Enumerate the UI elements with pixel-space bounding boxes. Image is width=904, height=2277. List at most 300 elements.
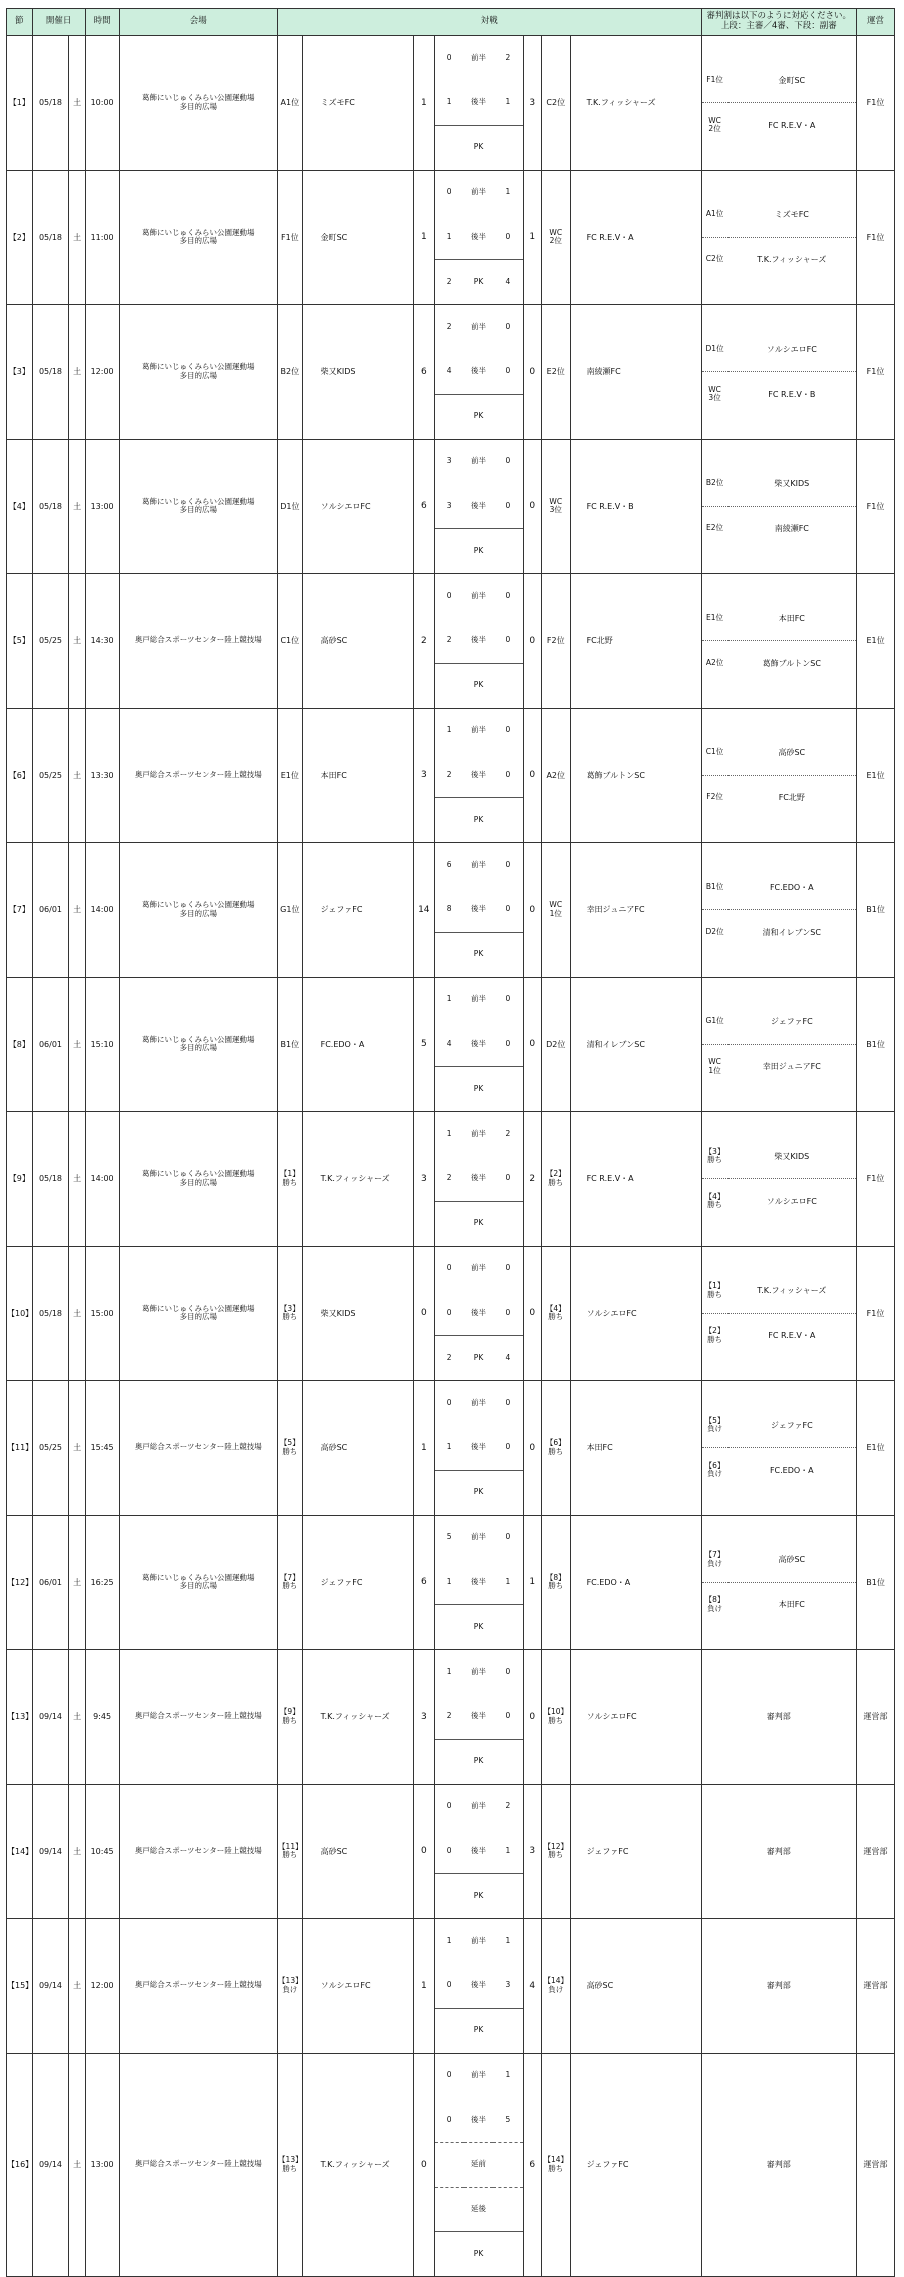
first-half-label: 前半 (471, 1128, 487, 1138)
extra-second-label: 延後 (471, 2203, 487, 2213)
home-team: ジェファFC (302, 1515, 413, 1650)
venue-line: 葛飾にいじゅくみらい公園運動場 (142, 900, 255, 910)
home-seed (278, 170, 303, 305)
pk-label: PK (464, 663, 493, 708)
referee-cell (701, 843, 856, 978)
operation-team: F1位 (857, 1246, 895, 1381)
venue (119, 2053, 278, 2277)
operation-team: 運営部 (857, 1919, 895, 2054)
pk-label: PK (464, 1874, 493, 1919)
table-row (7, 1246, 895, 1381)
home-pk (435, 125, 464, 170)
home-seed (278, 574, 303, 709)
score-breakdown (435, 1785, 523, 1919)
second-half-label: 後半 (471, 1845, 487, 1855)
referee-assistant-position (702, 506, 728, 551)
referee-main-position-line: G1位 (705, 1016, 724, 1026)
home-first-half: 1 (446, 725, 452, 735)
referee-main-position (702, 865, 728, 910)
home-pk: 2 (435, 1336, 464, 1381)
operation-team: E1位 (857, 574, 895, 709)
score-breakdown (435, 2054, 523, 2277)
score-detail-cell (434, 1784, 523, 1919)
away-seed-line: 【12】 (543, 1841, 569, 1851)
second-half-label: 後半 (471, 1980, 487, 1990)
away-second-half: 0 (505, 1711, 511, 1721)
home-seed (278, 36, 303, 171)
second-half-label: 後半 (471, 1038, 487, 1048)
referee-department: 審判部 (701, 1784, 856, 1919)
away-pk (493, 2008, 522, 2053)
away-pk (493, 2232, 522, 2277)
pk-label: PK (464, 932, 493, 977)
home-team: T.K.フィッシャーズ (302, 2053, 413, 2277)
away-pk (493, 1605, 522, 1650)
match-number: 【11】 (7, 1381, 33, 1516)
home-team: 高砂SC (302, 1784, 413, 1919)
table-row (7, 843, 895, 978)
score-detail-cell (434, 439, 523, 574)
referee-assistant-position-line: A2位 (705, 657, 724, 667)
referee-assistant-position (702, 1582, 728, 1627)
match-date: 06/01 (32, 1515, 69, 1650)
away-seed-line: 勝ち (548, 1715, 564, 1725)
kickoff-time: 11:00 (85, 170, 119, 305)
referee-assistant-team: 葛飾ブルトンSC (762, 658, 821, 668)
home-seed-line: B2位 (280, 367, 300, 377)
match-weekday: 土 (69, 36, 85, 171)
home-seed (278, 2053, 303, 2277)
home-seed-line: D1位 (280, 501, 300, 511)
referee-main-position-line: 【5】 (704, 1415, 725, 1425)
away-seed-line: C2位 (546, 98, 566, 108)
score-detail-cell (434, 36, 523, 171)
referee-main-team: 柴又KIDS (728, 1134, 856, 1179)
away-pk (493, 394, 522, 439)
referee-main-position (702, 596, 728, 641)
score-detail-cell (434, 2053, 523, 2277)
table-header (7, 9, 895, 36)
home-second-half: 4 (446, 366, 452, 376)
extra-first-label: 延前 (464, 2143, 493, 2188)
referee-main-position-line: 負け (707, 1424, 723, 1434)
away-seed (541, 439, 570, 574)
away-seed-line: 【4】 (545, 1303, 566, 1313)
match-weekday: 土 (69, 1784, 85, 1919)
referee-assistant-position-line: 負け (707, 1603, 723, 1613)
away-seed-line: 【6】 (545, 1438, 566, 1448)
away-second-half: 0 (505, 500, 511, 510)
home-seed (278, 977, 303, 1112)
venue (119, 439, 278, 574)
venue-line: 多目的広場 (179, 505, 218, 515)
away-pk (493, 932, 522, 977)
operation-team: 運営部 (857, 1650, 895, 1785)
home-first-half: 0 (446, 1801, 452, 1811)
home-pk (435, 394, 464, 439)
home-second-half: 0 (446, 1980, 452, 1990)
referee-assistant-position (702, 1448, 728, 1493)
score-breakdown (435, 1381, 523, 1515)
match-date: 05/25 (32, 574, 69, 709)
first-half-label: 前半 (471, 1801, 487, 1811)
home-team: ソルシエロFC (302, 1919, 413, 2054)
kickoff-time: 14:00 (85, 1112, 119, 1247)
referee-assignment (702, 1269, 856, 1358)
away-first-half: 2 (505, 1801, 511, 1811)
first-half-label: 前半 (471, 52, 487, 62)
venue (119, 574, 278, 709)
second-half-label: 後半 (471, 1711, 487, 1721)
home-seed-line: 【3】 (279, 1303, 300, 1313)
score-detail-cell (434, 1381, 523, 1516)
operation-team: 運営部 (857, 2053, 895, 2277)
home-first-half: 3 (446, 456, 452, 466)
home-second-half: 0 (435, 2098, 464, 2143)
match-date: 05/25 (32, 708, 69, 843)
home-pk (435, 1605, 464, 1650)
venue (119, 708, 278, 843)
referee-cell (701, 1112, 856, 1247)
referee-department: 審判部 (701, 1650, 856, 1785)
venue (119, 977, 278, 1112)
away-seed (541, 170, 570, 305)
referee-main-position (702, 193, 728, 238)
away-seed-line: 勝ち (548, 1177, 564, 1187)
table-row (7, 1784, 895, 1919)
away-first-half: 0 (505, 456, 511, 466)
away-total-score: 0 (523, 843, 541, 978)
referee-main-position-line: 【7】 (704, 1550, 725, 1560)
first-half-label: 前半 (471, 994, 487, 1004)
referee-main-team: T.K.フィッシャーズ (728, 1269, 856, 1314)
home-total-score: 14 (414, 843, 434, 978)
header-venue: 会場 (119, 9, 278, 36)
first-half-label: 前半 (471, 321, 487, 331)
second-half-label: 後半 (471, 231, 487, 241)
away-team: FC R.E.V・A (570, 1112, 701, 1247)
referee-main-position-line: B1位 (705, 881, 724, 891)
referee-main-team: 金町SC (728, 58, 856, 103)
away-total-score: 0 (523, 439, 541, 574)
second-half-label: 後半 (471, 500, 487, 510)
referee-department: 審判部 (701, 1919, 856, 2054)
venue-line: 葛飾にいじゅくみらい公園運動場 (142, 227, 255, 237)
away-seed-line: E2位 (546, 367, 565, 377)
away-seed-line: WC (549, 227, 563, 237)
home-first-half: 1 (446, 1128, 452, 1138)
venue (119, 1784, 278, 1919)
referee-main-position-line: 勝ち (707, 1289, 723, 1299)
home-second-half: 1 (446, 1576, 452, 1586)
referee-assistant-position-line: D2位 (705, 926, 724, 936)
away-seed-line: 勝ち (548, 1581, 564, 1591)
referee-assistant-team: FC北野 (778, 793, 805, 803)
referee-assistant-position-line: 3位 (708, 393, 721, 403)
match-weekday: 土 (69, 2053, 85, 2277)
venue-line: 奥戸総合スポーツセンター陸上競技場 (134, 1980, 262, 1990)
away-pk (493, 125, 522, 170)
venue (119, 305, 278, 440)
away-seed (541, 1650, 570, 1785)
away-total-score: 0 (523, 1381, 541, 1516)
venue (119, 170, 278, 305)
operation-team: F1位 (857, 170, 895, 305)
referee-main-position-line: 勝ち (707, 1155, 723, 1165)
home-total-score: 5 (414, 977, 434, 1112)
away-second-half: 3 (505, 1980, 511, 1990)
home-seed (278, 1784, 303, 1919)
away-first-half: 2 (505, 52, 511, 62)
referee-cell (701, 439, 856, 574)
home-seed-line: E1位 (280, 770, 299, 780)
away-team: 本田FC (570, 1381, 701, 1516)
match-date: 05/25 (32, 1381, 69, 1516)
away-pk (493, 1470, 522, 1515)
kickoff-time: 15:00 (85, 1246, 119, 1381)
score-detail-cell (434, 843, 523, 978)
referee-assignment (702, 462, 856, 551)
referee-main-position (702, 58, 728, 103)
home-first-half: 2 (446, 321, 452, 331)
home-second-half: 0 (446, 1307, 452, 1317)
venue (119, 1919, 278, 2054)
referee-assistant-position (702, 372, 728, 417)
first-half-label: 前半 (471, 1935, 487, 1945)
away-total-score: 6 (523, 2053, 541, 2277)
match-weekday: 土 (69, 1515, 85, 1650)
referee-main-position (702, 731, 728, 776)
away-first-half: 1 (505, 1935, 511, 1945)
score-breakdown (435, 978, 523, 1112)
away-total-score: 4 (523, 1919, 541, 2054)
home-pk (435, 1874, 464, 1919)
match-date: 05/18 (32, 1112, 69, 1247)
away-first-half: 0 (505, 859, 511, 869)
away-first-half: 0 (505, 725, 511, 735)
away-first-half: 2 (505, 1128, 511, 1138)
home-seed-line: 勝ち (282, 1581, 298, 1591)
away-pk (493, 1739, 522, 1784)
home-pk: 2 (435, 260, 464, 305)
pk-label: PK (464, 1067, 493, 1112)
match-number: 【3】 (7, 305, 33, 440)
referee-assignment (702, 865, 856, 954)
home-seed-line: 【13】 (278, 1976, 303, 1986)
home-seed-line: G1位 (280, 905, 300, 915)
away-seed (541, 1784, 570, 1919)
away-seed-line: 勝ち (548, 1446, 564, 1456)
home-seed (278, 439, 303, 574)
score-detail-cell (434, 305, 523, 440)
away-total-score: 0 (523, 305, 541, 440)
kickoff-time: 16:25 (85, 1515, 119, 1650)
table-row (7, 439, 895, 574)
home-seed-line: 勝ち (282, 1715, 298, 1725)
match-date: 06/01 (32, 843, 69, 978)
home-second-half: 0 (446, 1845, 452, 1855)
home-pk (435, 2232, 464, 2277)
home-total-score: 1 (414, 170, 434, 305)
away-team: FC.EDO・A (570, 1515, 701, 1650)
score-detail-cell (434, 1650, 523, 1785)
venue-line: 多目的広場 (179, 908, 218, 918)
venue-line: 奥戸総合スポーツセンター陸上競技場 (134, 2159, 262, 2169)
away-first-half: 0 (505, 1397, 511, 1407)
match-number: 【2】 (7, 170, 33, 305)
away-total-score: 0 (523, 574, 541, 709)
kickoff-time: 9:45 (85, 1650, 119, 1785)
referee-assistant-position-line: 負け (707, 1469, 723, 1479)
home-team: ソルシエロFC (302, 439, 413, 574)
second-half-label: 後半 (471, 904, 487, 914)
referee-cell (701, 1246, 856, 1381)
referee-assignment (702, 193, 856, 282)
home-seed-line: F1位 (280, 232, 299, 242)
away-team: FC R.E.V・A (570, 170, 701, 305)
home-seed-line: 勝ち (282, 1446, 298, 1456)
home-seed (278, 305, 303, 440)
pk-label: PK (464, 2232, 493, 2277)
kickoff-time: 10:00 (85, 36, 119, 171)
second-half-label: 後半 (471, 635, 487, 645)
home-pk (435, 1739, 464, 1784)
home-total-score: 0 (414, 2053, 434, 2277)
match-number: 【6】 (7, 708, 33, 843)
home-second-half: 2 (446, 1711, 452, 1721)
header-referee-line2: 上段：主審／4審、下段：副審 (720, 21, 837, 31)
first-half-label: 前半 (471, 1666, 487, 1676)
away-team: ジェファFC (570, 1784, 701, 1919)
match-weekday: 土 (69, 1381, 85, 1516)
referee-assistant-team: 本田FC (778, 1600, 805, 1610)
match-weekday: 土 (69, 1650, 85, 1785)
away-seed (541, 843, 570, 978)
referee-assignment (702, 1403, 856, 1492)
home-seed (278, 1919, 303, 2054)
referee-assistant-position-line: 勝ち (707, 1200, 723, 1210)
referee-assignment (702, 596, 856, 685)
home-team: 柴又KIDS (302, 305, 413, 440)
header-time: 時間 (85, 9, 119, 36)
first-half-label: 前半 (471, 725, 487, 735)
second-half-label: 後半 (471, 1576, 487, 1586)
header-date: 開催日 (32, 9, 85, 36)
referee-main-position (702, 1269, 728, 1314)
table-row (7, 305, 895, 440)
referee-main-team: ソルシエロFC (728, 327, 856, 372)
match-weekday: 土 (69, 439, 85, 574)
away-seed-line: A2位 (546, 770, 566, 780)
home-team: ジェファFC (302, 843, 413, 978)
match-number: 【4】 (7, 439, 33, 574)
away-second-half: 0 (505, 904, 511, 914)
venue-line: 多目的広場 (179, 101, 218, 111)
match-number: 【16】 (7, 2053, 33, 2277)
venue-line: 葛飾にいじゅくみらい公園運動場 (142, 1303, 255, 1313)
home-total-score: 3 (414, 1112, 434, 1247)
pk-label: PK (464, 1201, 493, 1246)
referee-assignment (702, 1538, 856, 1627)
home-seed (278, 843, 303, 978)
table-body (7, 36, 895, 2277)
home-team: 金町SC (302, 170, 413, 305)
operation-team: F1位 (857, 1112, 895, 1247)
operation-team: B1位 (857, 843, 895, 978)
referee-assistant-team: FC R.E.V・B (768, 389, 816, 399)
referee-assistant-position-line: 1位 (708, 1065, 721, 1075)
venue-line: 多目的広場 (179, 1581, 218, 1591)
away-second-half: 0 (505, 1442, 511, 1452)
pk-label: PK (464, 260, 493, 305)
match-date: 05/18 (32, 305, 69, 440)
home-pk (435, 1201, 464, 1246)
away-second-half: 5 (493, 2098, 522, 2143)
away-seed (541, 977, 570, 1112)
home-first-half: 0 (446, 52, 452, 62)
away-seed (541, 1515, 570, 1650)
referee-assistant-team: FC R.E.V・A (768, 1331, 816, 1341)
match-number: 【1】 (7, 36, 33, 171)
away-first-half: 0 (505, 1263, 511, 1273)
away-team: FC R.E.V・B (570, 439, 701, 574)
score-detail-cell (434, 1919, 523, 2054)
home-first-half: 0 (446, 590, 452, 600)
home-seed-line: 勝ち (282, 1177, 298, 1187)
table-row (7, 1381, 895, 1516)
match-date: 05/18 (32, 170, 69, 305)
home-seed-line: 【11】 (278, 1841, 303, 1851)
referee-main-team: ミズモFC (728, 193, 856, 238)
venue-line: 奥戸総合スポーツセンター陸上競技場 (134, 1711, 262, 1721)
table-row (7, 1112, 895, 1247)
match-weekday: 土 (69, 170, 85, 305)
referee-assistant-team: 南綾瀬FC (774, 524, 809, 534)
home-team: 柴又KIDS (302, 1246, 413, 1381)
away-first-half: 0 (505, 590, 511, 600)
home-pk (435, 798, 464, 843)
home-second-half: 2 (446, 635, 452, 645)
referee-assistant-team: T.K.フィッシャーズ (757, 255, 827, 265)
score-breakdown (435, 574, 523, 708)
referee-department: 審判部 (701, 2053, 856, 2277)
kickoff-time: 12:00 (85, 305, 119, 440)
second-half-label: 後半 (464, 2098, 493, 2143)
score-breakdown (435, 1650, 523, 1784)
second-half-label: 後半 (471, 769, 487, 779)
home-pk (435, 663, 464, 708)
referee-main-position (702, 1000, 728, 1045)
away-pk: 4 (493, 1336, 522, 1381)
home-team: FC.EDO・A (302, 977, 413, 1112)
home-seed-line: 【1】 (279, 1169, 300, 1179)
home-seed-line: 勝ち (282, 2163, 298, 2173)
referee-assistant-position-line: F2位 (706, 792, 723, 802)
away-seed (541, 305, 570, 440)
referee-assistant-position-line: C2位 (705, 254, 724, 264)
referee-assistant-position-line: WC (708, 384, 721, 394)
referee-assistant-position-line: WC (708, 1057, 721, 1067)
away-pk (493, 798, 522, 843)
away-pk: 4 (493, 260, 522, 305)
venue (119, 36, 278, 171)
away-second-half: 1 (505, 1845, 511, 1855)
away-pk (493, 529, 522, 574)
referee-main-position (702, 1538, 728, 1583)
referee-assistant-position-line: 【4】 (704, 1191, 725, 1201)
referee-main-team: ジェファFC (728, 1000, 856, 1045)
home-seed (278, 1381, 303, 1516)
